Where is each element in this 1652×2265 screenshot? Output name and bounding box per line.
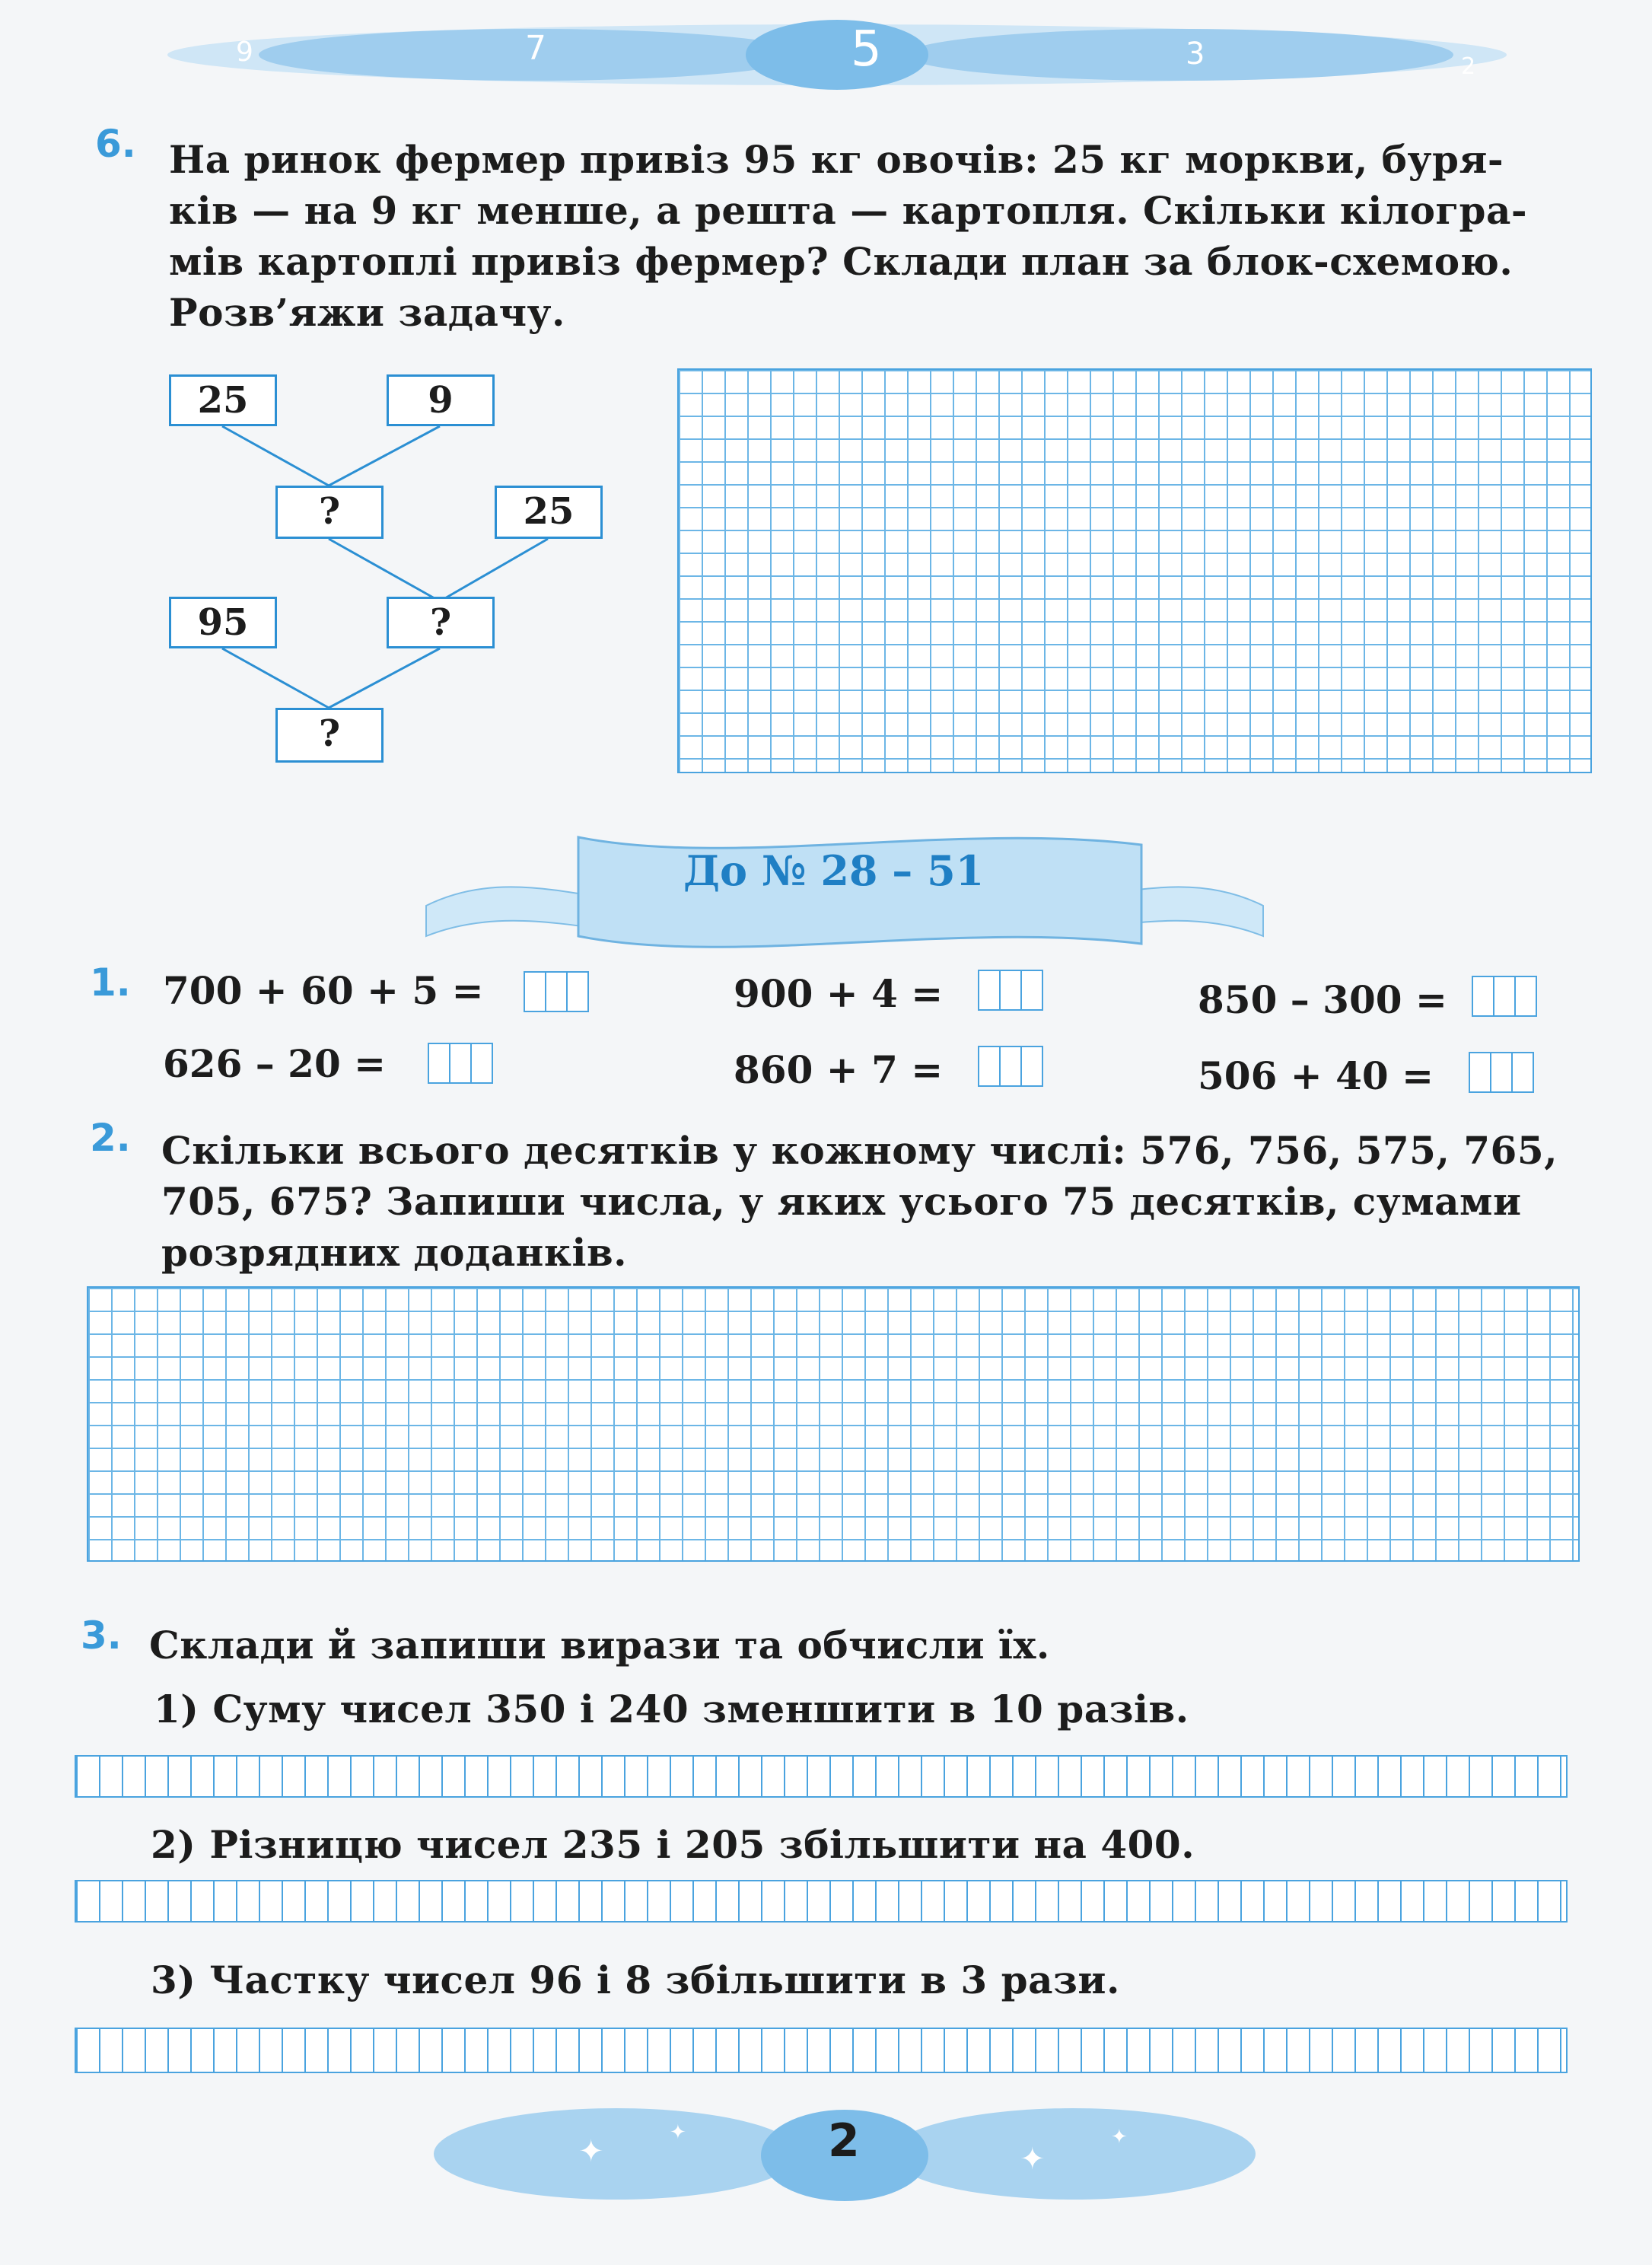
answer-cells-1[interactable] (524, 971, 587, 1012)
task-6-line-4: Розв’яжи задачу. (169, 290, 565, 335)
task-2-line-1: Скільки всього десятків у кожному числі: 576, 756, 575, 765, (161, 1128, 1558, 1173)
task-1-number: 1. (90, 960, 131, 1005)
task-6-answer-grid[interactable] (677, 368, 1592, 773)
task-6-line-1: На ринок фермер привіз 95 кг овочів: 25 кг моркви, буря- (169, 137, 1504, 182)
expr-900-4: 900 + 4 = (734, 971, 944, 1016)
scheme-box-question-3[interactable]: ? (275, 708, 384, 763)
header-page-number: 5 (851, 21, 882, 78)
scheme-box-question-1[interactable]: ? (275, 486, 384, 539)
answer-cells-5[interactable] (978, 1046, 1042, 1087)
expr-700-60-5: 700 + 60 + 5 = (163, 968, 484, 1013)
header-number-9: 9 (236, 37, 253, 68)
header-number-2: 2 (1461, 53, 1476, 80)
task-2-line-2: 705, 675? Запиши числа, у яких усього 75 десятків, сумами (161, 1179, 1522, 1224)
task-3-answer-strip-1[interactable] (75, 1755, 1568, 1798)
task-6-line-2: ків — на 9 кг менше, а решта — картопля. Скільки кілогра- (169, 188, 1528, 233)
task-6-number: 6. (95, 122, 136, 166)
task-3-item-2: 2) Різницю чисел 235 і 205 збільшити на 400. (151, 1822, 1195, 1867)
svg-text:✦: ✦ (670, 2121, 686, 2144)
svg-text:✦: ✦ (578, 2134, 604, 2169)
scheme-box-95: 95 (169, 597, 277, 648)
task-3-intro: Склади й запиши вирази та обчисли їх. (149, 1623, 1050, 1668)
task-2-number: 2. (90, 1116, 131, 1160)
svg-text:✦: ✦ (1020, 2142, 1046, 2177)
task-3-number: 3. (81, 1614, 122, 1658)
scheme-box-25-second: 25 (495, 486, 603, 539)
header-number-3: 3 (1186, 37, 1205, 72)
task-2-line-3: розрядних доданків. (161, 1230, 628, 1275)
scheme-box-25: 25 (169, 374, 277, 426)
task-3-answer-strip-2[interactable] (75, 1880, 1568, 1923)
task-2-answer-grid[interactable] (87, 1286, 1580, 1562)
scheme-connectors (0, 0, 685, 799)
task-3-item-3: 3) Частку чисел 96 і 8 збільшити в 3 рази. (151, 1958, 1120, 2002)
expr-850-300: 850 – 300 = (1198, 977, 1447, 1022)
task-6-line-3: мів картоплі привіз фермер? Склади план за блок-схемою. (169, 239, 1514, 284)
task-3-answer-strip-3[interactable] (75, 2028, 1568, 2073)
answer-cells-4[interactable] (428, 1043, 492, 1084)
expr-860-7: 860 + 7 = (734, 1047, 944, 1092)
footer-page-number: 2 (828, 2114, 860, 2168)
section-banner-label: До № 28 – 51 (683, 846, 985, 895)
answer-cells-3[interactable] (1472, 976, 1536, 1017)
answer-cells-2[interactable] (978, 970, 1042, 1011)
expr-506-40: 506 + 40 = (1198, 1053, 1434, 1098)
answer-cells-6[interactable] (1469, 1052, 1533, 1093)
svg-text:✦: ✦ (1111, 2126, 1128, 2149)
scheme-box-9: 9 (387, 374, 495, 426)
header-number-7: 7 (525, 29, 546, 68)
expr-626-20: 626 – 20 = (163, 1041, 387, 1086)
scheme-box-question-2[interactable]: ? (387, 597, 495, 648)
task-3-item-1: 1) Суму чисел 350 і 240 зменшити в 10 разів. (154, 1687, 1189, 1731)
